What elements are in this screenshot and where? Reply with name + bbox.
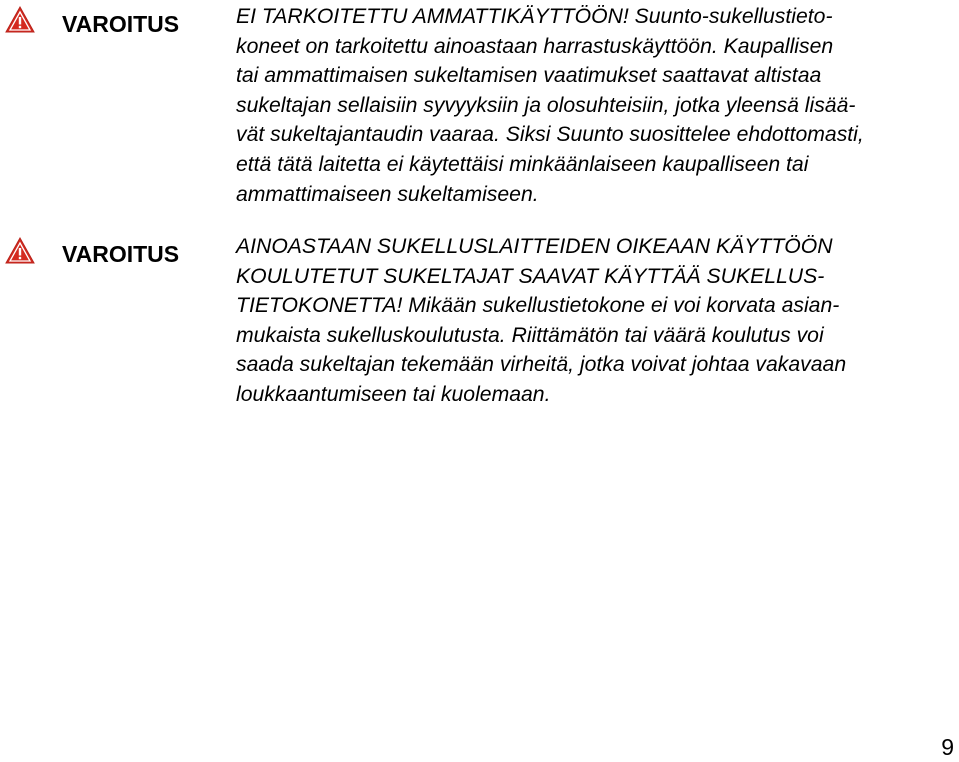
warning-text: EI TARKOITETTU AMMATTIKÄYTTÖÖN! Suunto-sukellustieto- koneet on tarkoitettu ainoastaan harrastuskäyttöön. Kaupallisen tai ammattimaisen sukeltamisen vaatimukset saattavat altistaa sukeltajan sellaisiin syvyyksiin ja olosuhteisiin, jotka yleensä lisää- vät sukeltajantaudin vaaraa. Siksi Suunto suosittelee ehdottomasti, että tätä laitetta ei käytettäisi minkäänlaiseen kaupalliseen tai ammattimaiseen sukeltamiseen. xyxy=(236,5,864,206)
page-number: 9 xyxy=(941,734,954,760)
warning-triangle-icon xyxy=(5,237,35,264)
warning-triangle-icon xyxy=(5,6,35,33)
warning-text: AINOASTAAN SUKELLUSLAITTEIDEN OIKEAAN KÄYTTÖÖN KOULUTETUT SUKELTAJAT SAAVAT KÄYTTÄÄ SUKELLUS- TIETOKONETTA! Mikään sukellustietokone ei voi korvata asian- mukaista sukelluskoulutusta. Riittämätön tai väärä koulutus voi saada sukeltajan tekemään virheitä, jotka voivat johtaa vakavaan loukkaantumiseen tai kuolemaan. xyxy=(236,235,847,406)
warning-label: VAROITUS xyxy=(62,241,180,267)
warning-label: VAROITUS xyxy=(62,11,180,37)
